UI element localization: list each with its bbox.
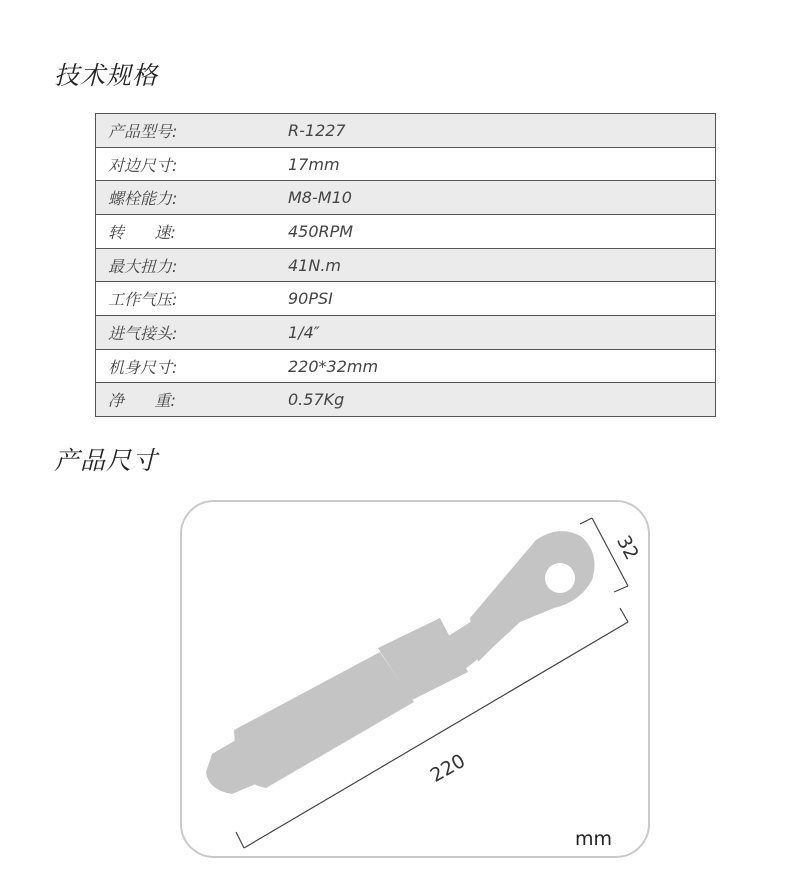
length-dimension-label: 220 (426, 749, 470, 787)
spec-value: M8-M10 (288, 188, 352, 208)
spec-value: 220*32mm (288, 356, 379, 376)
spec-row-air-inlet (96, 316, 715, 350)
specs-section-title: 技术规格 (54, 61, 159, 90)
spec-label: 产品型号: (108, 121, 178, 141)
spec-row-model (96, 114, 715, 148)
size-section-title: 产品尺寸 (54, 446, 159, 475)
spec-label: 对边尺寸: (108, 155, 178, 175)
spec-value: 90PSI (288, 289, 333, 309)
spec-row-max-torque (96, 249, 715, 283)
spec-label: 进气接头: (108, 323, 178, 343)
spec-label: 机身尺寸: (108, 357, 178, 377)
width-dimension-label: 32 (612, 531, 643, 564)
spec-value: 17mm (288, 154, 340, 174)
spec-row-air-pressure (96, 282, 715, 316)
dimensions-diagram (180, 500, 650, 858)
ratchet-hole (545, 563, 575, 593)
spec-label: 转 速: (108, 222, 176, 242)
spec-label: 螺栓能力: (108, 189, 178, 209)
spec-row-speed (96, 215, 715, 249)
spec-value: 0.57Kg (288, 390, 345, 410)
spec-label: 最大扭力: (108, 256, 178, 276)
spec-value: 1/4″ (288, 322, 320, 342)
tool-body (234, 652, 414, 788)
spec-row-body-size (96, 350, 715, 384)
spec-value: 450RPM (288, 221, 354, 241)
spec-row-net-weight (96, 383, 715, 416)
unit-label: mm (575, 828, 613, 850)
spec-value: R-1227 (288, 120, 346, 140)
spec-table (95, 113, 716, 417)
spec-row-bolt-capacity (96, 181, 715, 215)
spec-label: 工作气压: (108, 290, 178, 310)
spec-value: 41N.m (288, 255, 341, 275)
air-ratchet-silhouette (206, 531, 594, 794)
spec-row-across-flats (96, 148, 715, 182)
dimensions-svg (182, 502, 652, 860)
spec-label: 净 重: (108, 391, 176, 411)
